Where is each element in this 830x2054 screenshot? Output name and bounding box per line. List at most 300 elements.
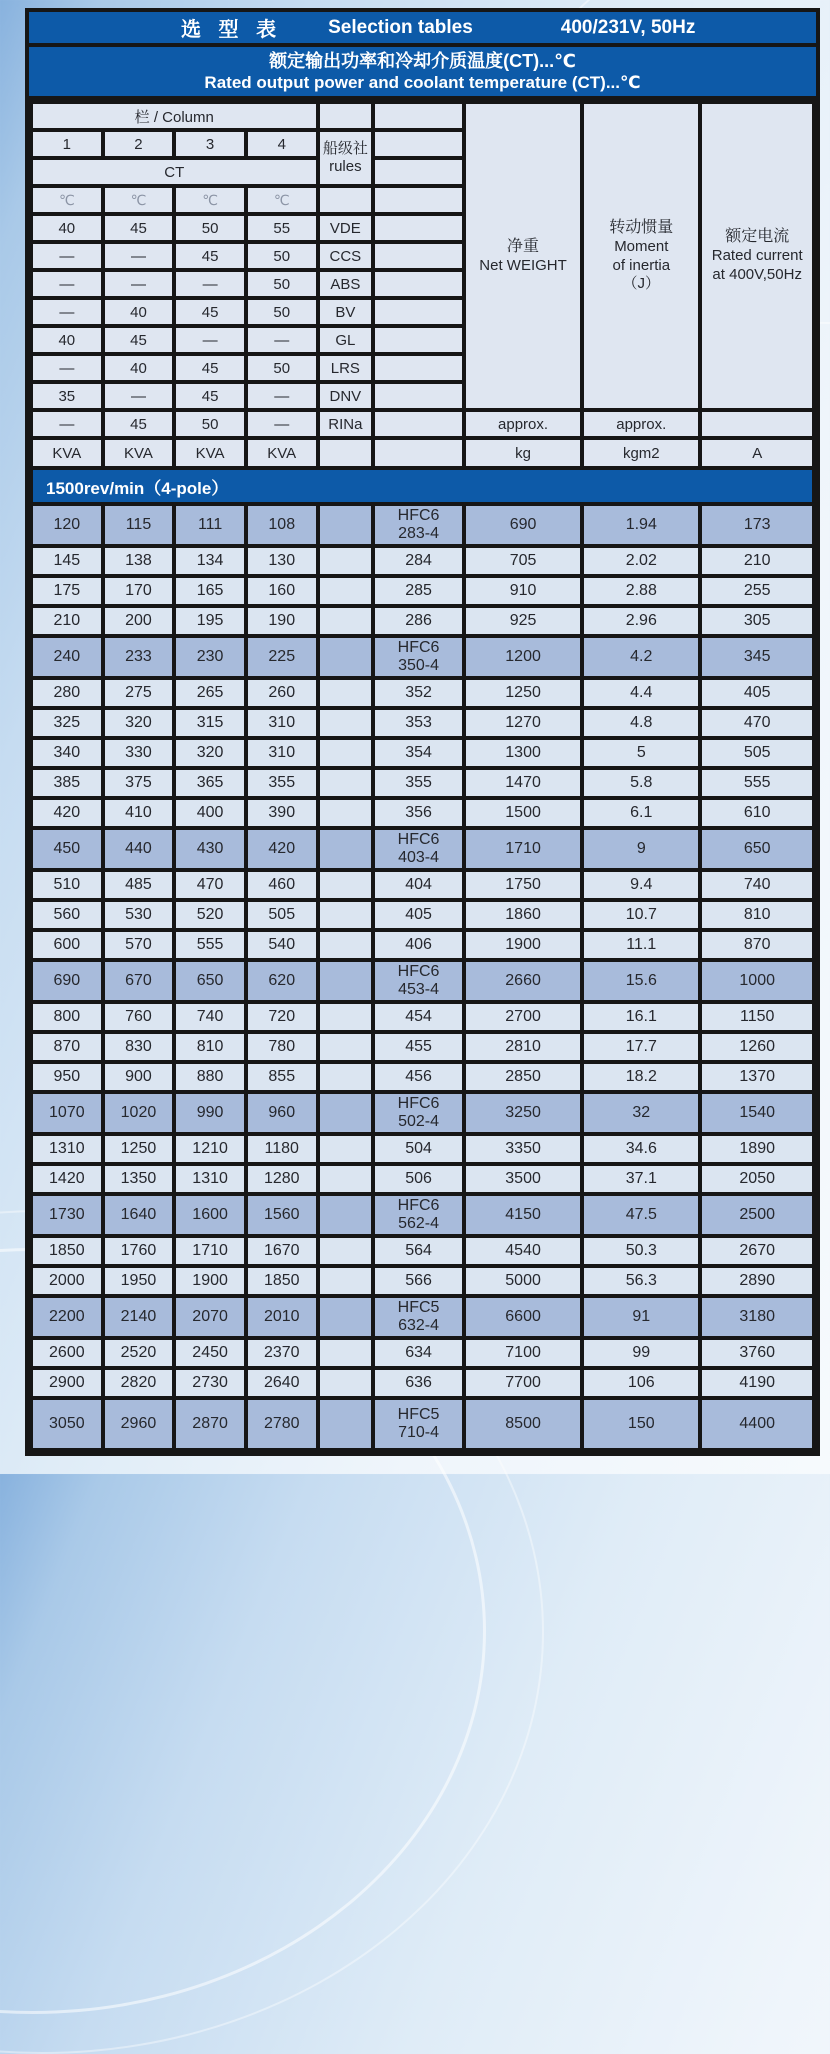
weight-cell: 910 xyxy=(464,576,582,606)
temperature-cell: 45 xyxy=(103,214,175,242)
inertia-cell: 6.1 xyxy=(582,798,700,828)
empty-cell xyxy=(318,768,374,798)
power-col1-cell: 340 xyxy=(31,738,103,768)
model-number: 356 xyxy=(405,803,432,821)
empty-cell xyxy=(373,298,464,326)
rule-name-cell: RINa xyxy=(318,410,374,438)
power-col2-cell: 830 xyxy=(103,1032,175,1062)
power-col4-cell: 390 xyxy=(246,798,318,828)
temperature-cell: — xyxy=(31,354,103,382)
empty-cell xyxy=(318,546,374,576)
model-series: HFC5 xyxy=(397,1405,440,1423)
power-col4-cell: 355 xyxy=(246,768,318,798)
power-col1-cell: 385 xyxy=(31,768,103,798)
temperature-cell: — xyxy=(31,270,103,298)
model-series: HFC6 xyxy=(397,1196,440,1214)
weight-cell: 3350 xyxy=(464,1134,582,1164)
rule-name-cell: BV xyxy=(318,298,374,326)
empty-cell xyxy=(318,1266,374,1296)
power-col3-cell: 165 xyxy=(174,576,246,606)
current-cell: 505 xyxy=(700,738,814,768)
model-number: 355 xyxy=(405,773,432,791)
rated-current-header xyxy=(700,102,814,410)
temperature-cell: — xyxy=(31,298,103,326)
power-col1-cell: 800 xyxy=(31,1002,103,1032)
table-row xyxy=(31,1002,814,1032)
subtitle-chinese: 额定输出功率和冷却介质温度(CT)...℃ xyxy=(269,50,576,71)
power-col1-cell: 690 xyxy=(31,960,103,1002)
power-col2-cell: 410 xyxy=(103,798,175,828)
empty-cell xyxy=(318,738,374,768)
power-col4-cell: 720 xyxy=(246,1002,318,1032)
power-col3-cell: 320 xyxy=(174,738,246,768)
empty-cell xyxy=(373,270,464,298)
weight-cell: 1750 xyxy=(464,870,582,900)
power-col3-cell: 2870 xyxy=(174,1398,246,1450)
empty-cell xyxy=(318,1164,374,1194)
table-row xyxy=(31,1092,814,1134)
model-number: 354 xyxy=(405,743,432,761)
power-col4-cell: 108 xyxy=(246,504,318,546)
temperature-cell: 40 xyxy=(103,354,175,382)
temperature-cell: 45 xyxy=(174,242,246,270)
empty-cell xyxy=(318,186,374,214)
power-col3-cell: 1600 xyxy=(174,1194,246,1236)
rule-name-cell: VDE xyxy=(318,214,374,242)
power-col2-cell: 670 xyxy=(103,960,175,1002)
power-col4-cell: 225 xyxy=(246,636,318,678)
temperature-cell: 50 xyxy=(246,270,318,298)
current-cell: 1540 xyxy=(700,1092,814,1134)
empty-cell xyxy=(318,678,374,708)
current-cell: 255 xyxy=(700,576,814,606)
power-col2-cell: 570 xyxy=(103,930,175,960)
celsius-unit: ℃ xyxy=(103,186,175,214)
temperature-cell: — xyxy=(31,242,103,270)
power-col4-cell: 1850 xyxy=(246,1266,318,1296)
table-row xyxy=(31,738,814,768)
power-col2-cell: 485 xyxy=(103,870,175,900)
table-row xyxy=(31,606,814,636)
power-col3-cell: 400 xyxy=(174,798,246,828)
model-number: 405 xyxy=(405,905,432,923)
table-row xyxy=(31,930,814,960)
temperature-cell: 45 xyxy=(174,354,246,382)
power-col2-cell: 275 xyxy=(103,678,175,708)
temperature-cell: 55 xyxy=(246,214,318,242)
weight-cell: 4150 xyxy=(464,1194,582,1236)
table-row xyxy=(31,798,814,828)
temperature-cell: 40 xyxy=(103,298,175,326)
current-cell: 870 xyxy=(700,930,814,960)
inertia-cell: 5.8 xyxy=(582,768,700,798)
weight-cell: 925 xyxy=(464,606,582,636)
model-series: HFC6 xyxy=(397,638,440,656)
inertia-cell: 4.4 xyxy=(582,678,700,708)
model-cell xyxy=(373,1164,464,1194)
rated-current-label-en2: at 400V,50Hz xyxy=(712,266,802,283)
power-col1-cell: 950 xyxy=(31,1062,103,1092)
kg-unit: kg xyxy=(464,438,582,468)
model-number: 352 xyxy=(405,683,432,701)
inertia-cell: 37.1 xyxy=(582,1164,700,1194)
power-col2-cell: 2520 xyxy=(103,1338,175,1368)
temperature-cell: 45 xyxy=(103,410,175,438)
power-col1-cell: 120 xyxy=(31,504,103,546)
power-col1-cell: 240 xyxy=(31,636,103,678)
current-cell: 3760 xyxy=(700,1338,814,1368)
model-number: 566 xyxy=(405,1271,432,1289)
power-col3-cell: 470 xyxy=(174,870,246,900)
column-group-header: 栏 / Column xyxy=(31,102,318,130)
power-col3-cell: 230 xyxy=(174,636,246,678)
power-col2-cell: 1950 xyxy=(103,1266,175,1296)
power-col2-cell: 375 xyxy=(103,768,175,798)
table-row xyxy=(31,870,814,900)
temperature-cell: — xyxy=(31,410,103,438)
table-row xyxy=(31,708,814,738)
power-col1-cell: 2200 xyxy=(31,1296,103,1338)
weight-cell: 1500 xyxy=(464,798,582,828)
empty-cell xyxy=(318,1368,374,1398)
inertia-cell: 50.3 xyxy=(582,1236,700,1266)
current-cell: 4400 xyxy=(700,1398,814,1450)
table-row xyxy=(31,1338,814,1368)
current-cell: 2050 xyxy=(700,1164,814,1194)
model-cell xyxy=(373,546,464,576)
power-col1-cell: 420 xyxy=(31,798,103,828)
power-col2-cell: 138 xyxy=(103,546,175,576)
table-row xyxy=(31,1296,814,1338)
model-series: HFC6 xyxy=(397,506,440,524)
kva-unit: KVA xyxy=(31,438,103,468)
current-cell: 810 xyxy=(700,900,814,930)
weight-cell: 1710 xyxy=(464,828,582,870)
power-col2-cell: 1760 xyxy=(103,1236,175,1266)
model-series: HFC6 xyxy=(397,1094,440,1112)
empty-cell xyxy=(318,798,374,828)
rules-label-en: rules xyxy=(329,158,362,175)
inertia-label-cn: 转动惯量 xyxy=(609,218,674,236)
weight-cell: 690 xyxy=(464,504,582,546)
inertia-cell: 16.1 xyxy=(582,1002,700,1032)
inertia-label-en3: （J） xyxy=(622,275,661,293)
current-cell: 2670 xyxy=(700,1236,814,1266)
weight-cell: 1270 xyxy=(464,708,582,738)
column-number: 2 xyxy=(103,130,175,158)
weight-cell: 6600 xyxy=(464,1296,582,1338)
power-col1-cell: 1420 xyxy=(31,1164,103,1194)
power-col4-cell: 2780 xyxy=(246,1398,318,1450)
temperature-cell: 45 xyxy=(174,382,246,410)
power-col4-cell: 1560 xyxy=(246,1194,318,1236)
current-cell: 173 xyxy=(700,504,814,546)
power-col4-cell: 1670 xyxy=(246,1236,318,1266)
power-col2-cell: 1020 xyxy=(103,1092,175,1134)
power-col1-cell: 2900 xyxy=(31,1368,103,1398)
power-col1-cell: 1850 xyxy=(31,1236,103,1266)
power-col2-cell: 900 xyxy=(103,1062,175,1092)
power-col1-cell: 1310 xyxy=(31,1134,103,1164)
header-row-column xyxy=(31,102,814,130)
table-row xyxy=(31,900,814,930)
power-col4-cell: 960 xyxy=(246,1092,318,1134)
empty-cell xyxy=(318,960,374,1002)
power-col3-cell: 740 xyxy=(174,1002,246,1032)
net-weight-label-cn: 净重 xyxy=(507,237,540,255)
empty-cell xyxy=(373,326,464,354)
model-cell xyxy=(373,900,464,930)
model-cell xyxy=(373,1134,464,1164)
current-cell: 2500 xyxy=(700,1194,814,1236)
current-cell: 1260 xyxy=(700,1032,814,1062)
inertia-cell: 9.4 xyxy=(582,870,700,900)
empty-cell xyxy=(318,1032,374,1062)
power-col1-cell: 145 xyxy=(31,546,103,576)
table-row xyxy=(31,636,814,678)
approx-weight-cell: approx. xyxy=(464,410,582,438)
weight-cell: 1860 xyxy=(464,900,582,930)
inertia-cell: 99 xyxy=(582,1338,700,1368)
subtitle-english: Rated output power and coolant temperature (CT)...℃ xyxy=(204,73,641,93)
model-cell xyxy=(373,1398,464,1450)
subtitle-bar xyxy=(29,47,816,96)
rule-name-cell: ABS xyxy=(318,270,374,298)
empty-cell xyxy=(318,576,374,606)
model-number: 562-4 xyxy=(398,1215,439,1232)
weight-cell: 1470 xyxy=(464,768,582,798)
column-number: 1 xyxy=(31,130,103,158)
power-col1-cell: 325 xyxy=(31,708,103,738)
weight-cell: 705 xyxy=(464,546,582,576)
power-col2-cell: 2820 xyxy=(103,1368,175,1398)
table-row xyxy=(31,1164,814,1194)
power-col3-cell: 810 xyxy=(174,1032,246,1062)
power-col1-cell: 560 xyxy=(31,900,103,930)
empty-cell xyxy=(318,1134,374,1164)
power-col1-cell: 280 xyxy=(31,678,103,708)
temperature-cell: 35 xyxy=(31,382,103,410)
power-col1-cell: 175 xyxy=(31,576,103,606)
table-row xyxy=(31,1032,814,1062)
power-col3-cell: 2070 xyxy=(174,1296,246,1338)
current-cell: 555 xyxy=(700,768,814,798)
title-bar xyxy=(29,12,816,43)
model-number: 285 xyxy=(405,581,432,599)
model-number: 283-4 xyxy=(398,525,439,542)
power-col3-cell: 134 xyxy=(174,546,246,576)
power-col1-cell: 210 xyxy=(31,606,103,636)
temperature-cell: 45 xyxy=(103,326,175,354)
table-row xyxy=(31,828,814,870)
power-col1-cell: 510 xyxy=(31,870,103,900)
power-col4-cell: 190 xyxy=(246,606,318,636)
weight-cell: 4540 xyxy=(464,1236,582,1266)
current-cell: 1150 xyxy=(700,1002,814,1032)
model-cell xyxy=(373,768,464,798)
rule-name-cell: CCS xyxy=(318,242,374,270)
power-col2-cell: 233 xyxy=(103,636,175,678)
power-col1-cell: 2000 xyxy=(31,1266,103,1296)
power-col3-cell: 365 xyxy=(174,768,246,798)
temperature-cell: 40 xyxy=(31,214,103,242)
model-cell xyxy=(373,1002,464,1032)
selection-table-sheet xyxy=(25,8,820,1456)
units-row xyxy=(31,438,814,468)
celsius-unit: ℃ xyxy=(31,186,103,214)
empty-cell xyxy=(373,214,464,242)
kva-unit: KVA xyxy=(103,438,175,468)
inertia-cell: 2.88 xyxy=(582,576,700,606)
model-number: 453-4 xyxy=(398,981,439,998)
power-col2-cell: 1250 xyxy=(103,1134,175,1164)
inertia-label-en1: Moment xyxy=(614,237,669,255)
model-cell xyxy=(373,678,464,708)
rule-name-cell: DNV xyxy=(318,382,374,410)
power-col2-cell: 530 xyxy=(103,900,175,930)
empty-cell xyxy=(318,1194,374,1236)
current-cell: 3180 xyxy=(700,1296,814,1338)
current-cell: 610 xyxy=(700,798,814,828)
inertia-cell: 9 xyxy=(582,828,700,870)
power-col1-cell: 3050 xyxy=(31,1398,103,1450)
section-header-row xyxy=(31,468,814,504)
current-cell: 405 xyxy=(700,678,814,708)
table-row xyxy=(31,546,814,576)
power-col1-cell: 450 xyxy=(31,828,103,870)
table-row xyxy=(31,1194,814,1236)
title-chinese: 选 型 表 xyxy=(181,19,283,41)
temperature-cell: 50 xyxy=(174,214,246,242)
model-cell xyxy=(373,1338,464,1368)
ampere-unit: A xyxy=(700,438,814,468)
kva-unit: KVA xyxy=(174,438,246,468)
model-cell xyxy=(373,1032,464,1062)
temperature-cell: 50 xyxy=(246,298,318,326)
model-cell xyxy=(373,930,464,960)
power-col2-cell: 200 xyxy=(103,606,175,636)
power-col4-cell: 2010 xyxy=(246,1296,318,1338)
model-cell xyxy=(373,576,464,606)
model-number: 710-4 xyxy=(398,1424,439,1441)
model-number: 353 xyxy=(405,713,432,731)
power-col4-cell: 310 xyxy=(246,738,318,768)
kva-unit: KVA xyxy=(246,438,318,468)
power-col4-cell: 780 xyxy=(246,1032,318,1062)
power-col4-cell: 855 xyxy=(246,1062,318,1092)
empty-cell xyxy=(318,930,374,960)
empty-cell xyxy=(318,606,374,636)
table-row xyxy=(31,1062,814,1092)
temperature-cell: — xyxy=(246,410,318,438)
model-number: 634 xyxy=(405,1343,432,1361)
power-col4-cell: 2370 xyxy=(246,1338,318,1368)
empty-cell xyxy=(373,354,464,382)
empty-cell xyxy=(318,1092,374,1134)
inertia-header xyxy=(582,102,700,410)
power-col3-cell: 1710 xyxy=(174,1236,246,1266)
power-col4-cell: 505 xyxy=(246,900,318,930)
table-row xyxy=(31,768,814,798)
current-cell: 1000 xyxy=(700,960,814,1002)
empty-cell xyxy=(373,102,464,130)
inertia-cell: 106 xyxy=(582,1368,700,1398)
power-col3-cell: 315 xyxy=(174,708,246,738)
power-col3-cell: 2450 xyxy=(174,1338,246,1368)
inertia-cell: 91 xyxy=(582,1296,700,1338)
inertia-cell: 4.2 xyxy=(582,636,700,678)
column-number: 3 xyxy=(174,130,246,158)
model-number: 504 xyxy=(405,1139,432,1157)
rule-row xyxy=(31,410,814,438)
power-col2-cell: 440 xyxy=(103,828,175,870)
power-col4-cell: 310 xyxy=(246,708,318,738)
temperature-cell: 40 xyxy=(31,326,103,354)
model-cell xyxy=(373,708,464,738)
power-col3-cell: 990 xyxy=(174,1092,246,1134)
power-col2-cell: 115 xyxy=(103,504,175,546)
model-number: 502-4 xyxy=(398,1113,439,1130)
model-number: 632-4 xyxy=(398,1317,439,1334)
model-cell xyxy=(373,1266,464,1296)
speed-section-header: 1500rev/min（4-pole） xyxy=(31,468,814,504)
rated-current-label-en1: Rated current xyxy=(711,247,803,265)
power-col1-cell: 870 xyxy=(31,1032,103,1062)
current-cell: 305 xyxy=(700,606,814,636)
power-col4-cell: 1280 xyxy=(246,1164,318,1194)
rule-name-cell: GL xyxy=(318,326,374,354)
weight-cell: 3500 xyxy=(464,1164,582,1194)
ct-header: CT xyxy=(31,158,318,186)
inertia-cell: 2.96 xyxy=(582,606,700,636)
table-row xyxy=(31,1398,814,1450)
temperature-cell: 50 xyxy=(246,354,318,382)
empty-cell xyxy=(700,410,814,438)
empty-cell xyxy=(318,102,374,130)
power-col3-cell: 650 xyxy=(174,960,246,1002)
power-col1-cell: 600 xyxy=(31,930,103,960)
weight-cell: 1250 xyxy=(464,678,582,708)
weight-cell: 1200 xyxy=(464,636,582,678)
inertia-cell: 11.1 xyxy=(582,930,700,960)
inertia-cell: 2.02 xyxy=(582,546,700,576)
net-weight-label-en: Net WEIGHT xyxy=(479,256,567,274)
weight-cell: 2850 xyxy=(464,1062,582,1092)
approx-inertia-cell: approx. xyxy=(582,410,700,438)
model-number: 636 xyxy=(405,1373,432,1391)
power-col3-cell: 111 xyxy=(174,504,246,546)
power-col3-cell: 2730 xyxy=(174,1368,246,1398)
empty-cell xyxy=(318,1338,374,1368)
empty-cell xyxy=(373,438,464,468)
power-col4-cell: 2640 xyxy=(246,1368,318,1398)
column-number: 4 xyxy=(246,130,318,158)
inertia-cell: 34.6 xyxy=(582,1134,700,1164)
current-cell: 1890 xyxy=(700,1134,814,1164)
power-col3-cell: 195 xyxy=(174,606,246,636)
empty-cell xyxy=(373,382,464,410)
table-row xyxy=(31,504,814,546)
empty-cell xyxy=(318,1296,374,1338)
weight-cell: 1900 xyxy=(464,930,582,960)
table-row xyxy=(31,1266,814,1296)
power-col4-cell: 620 xyxy=(246,960,318,1002)
power-col3-cell: 880 xyxy=(174,1062,246,1092)
weight-cell: 5000 xyxy=(464,1266,582,1296)
current-cell: 740 xyxy=(700,870,814,900)
table-row xyxy=(31,1236,814,1266)
table-row xyxy=(31,1134,814,1164)
